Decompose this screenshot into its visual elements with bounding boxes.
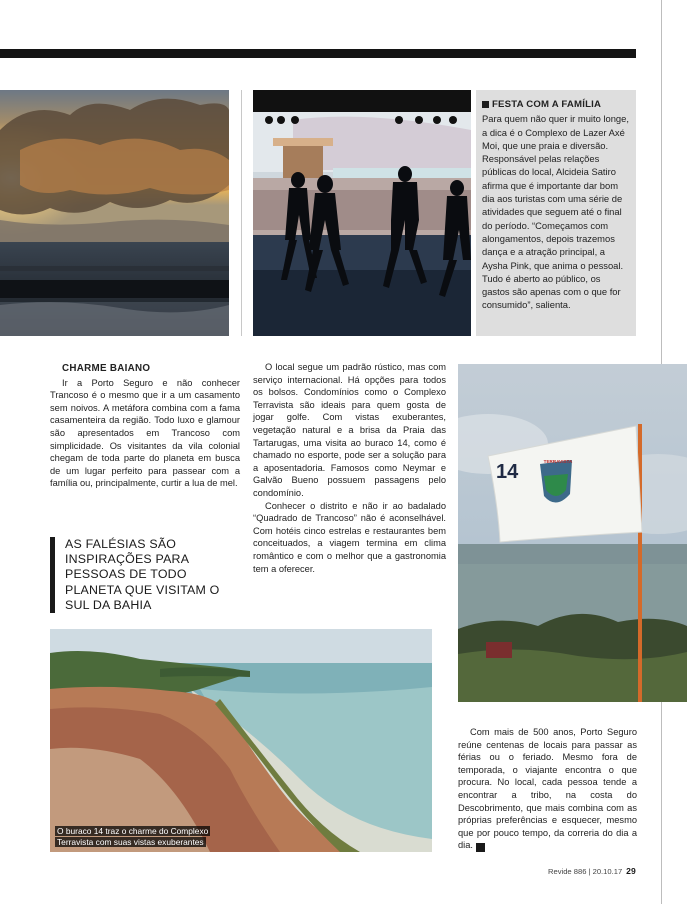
square-bullet-icon — [482, 101, 489, 108]
right-paragraph-text: Com mais de 500 anos, Porto Seguro reúne centenas de locais para passar as férias ou o feriado. Mesmo fora de temporada, o viajante encontra o que procura. No local, cada pessoa tende a encontrar a tribo, na costa do Descobrimento, que mais combina com as próprias preferências e esquecer, mesmo que por pouco tempo, da correria do dia a dia. — [458, 727, 637, 851]
flag-number: 14 — [496, 461, 519, 483]
right-paragraph — [458, 726, 637, 852]
right-column — [458, 726, 637, 852]
charme-column — [50, 363, 240, 490]
middle-column — [253, 361, 446, 575]
top-rule — [0, 49, 636, 58]
festa-title-text: FESTA COM A FAMÍLIA — [492, 99, 602, 110]
golf-flag-photo — [458, 364, 687, 702]
sunset-sea-photo — [0, 90, 229, 336]
festa-body: Para quem não quer ir muito longe, a dica é o Complexo de Lazer Axé Moi, que une praia e diversão. Responsável pelas relações públicas do local, Alcideia Satiro afirma que é importante dar bom dia aos turistas com uma série de atividades que seguem até o final do período. “Começamos com alongamentos, depois trazemos dança e a atração principal, a Aysha Pink, que anima o pessoal. Tudo é aberto ao público, os gastos são apenas com o que for consumido”, salienta. — [482, 113, 629, 311]
page-number: 29 — [626, 866, 636, 876]
page-footer — [548, 866, 636, 876]
cliffs-beach-photo — [50, 629, 432, 852]
charme-title: CHARME BAIANO — [62, 363, 151, 374]
photo-caption: O buraco 14 traz o charme do Complexo Terravista com suas vistas exuberantes — [57, 826, 209, 847]
column-divider — [241, 90, 242, 336]
middle-paragraph-1: O local segue um padrão rústico, mas com serviço internacional. Há opções para todos os bolsos. Condomínios como o Complexo Terravista são ideais para quem gosta de jogar golfe. Com vistas exuberantes, vegetação natural e a brisa da Praia das Tartarugas, uma visita ao buraco 14, como é chamado no esporte, pode ser a solução para a aposentadoria. Famosos como Neymar e Galvão Bueno possuem passagens pelo condomínio. — [253, 362, 446, 498]
end-mark-icon: r — [476, 843, 485, 852]
flag-logo-text: TERRAVISTA — [543, 459, 573, 464]
pull-quote: AS FALÉSIAS SÃO INSPIRAÇÕES PARA PESSOAS DE TODO PLANETA QUE VISITAM O SUL DA BAHIA — [50, 537, 240, 613]
charme-body: Ir a Porto Seguro e não conhecer Trancoso é o mesmo que ir a um casamento sem noivos. A metáfora combina com a fama casamenteira da região. Todo luxo e glamour são apresentados em Trancoso com simplicidade. Os visitantes da vila colonial chegam de toda parte do planeta em busca de um lugar perfeito para passear com a família ou, principalmente, curtir a lua de mel. — [50, 377, 240, 489]
festa-title — [482, 98, 630, 111]
festa-sidebar — [476, 90, 636, 336]
middle-paragraph-2: Conhecer o distrito e não ir ao badalado “Quadrado de Trancoso” não é aconselhável. Com hotéis cinco estrelas e restaurantes bem conceituados, a viagem termina em clima romântico e com o melhor que a gastronomia tem a oferecer. — [253, 500, 446, 574]
stage-dancers-photo — [253, 90, 471, 336]
footer-issue: Revide 886 | 20.10.17 — [548, 867, 623, 876]
